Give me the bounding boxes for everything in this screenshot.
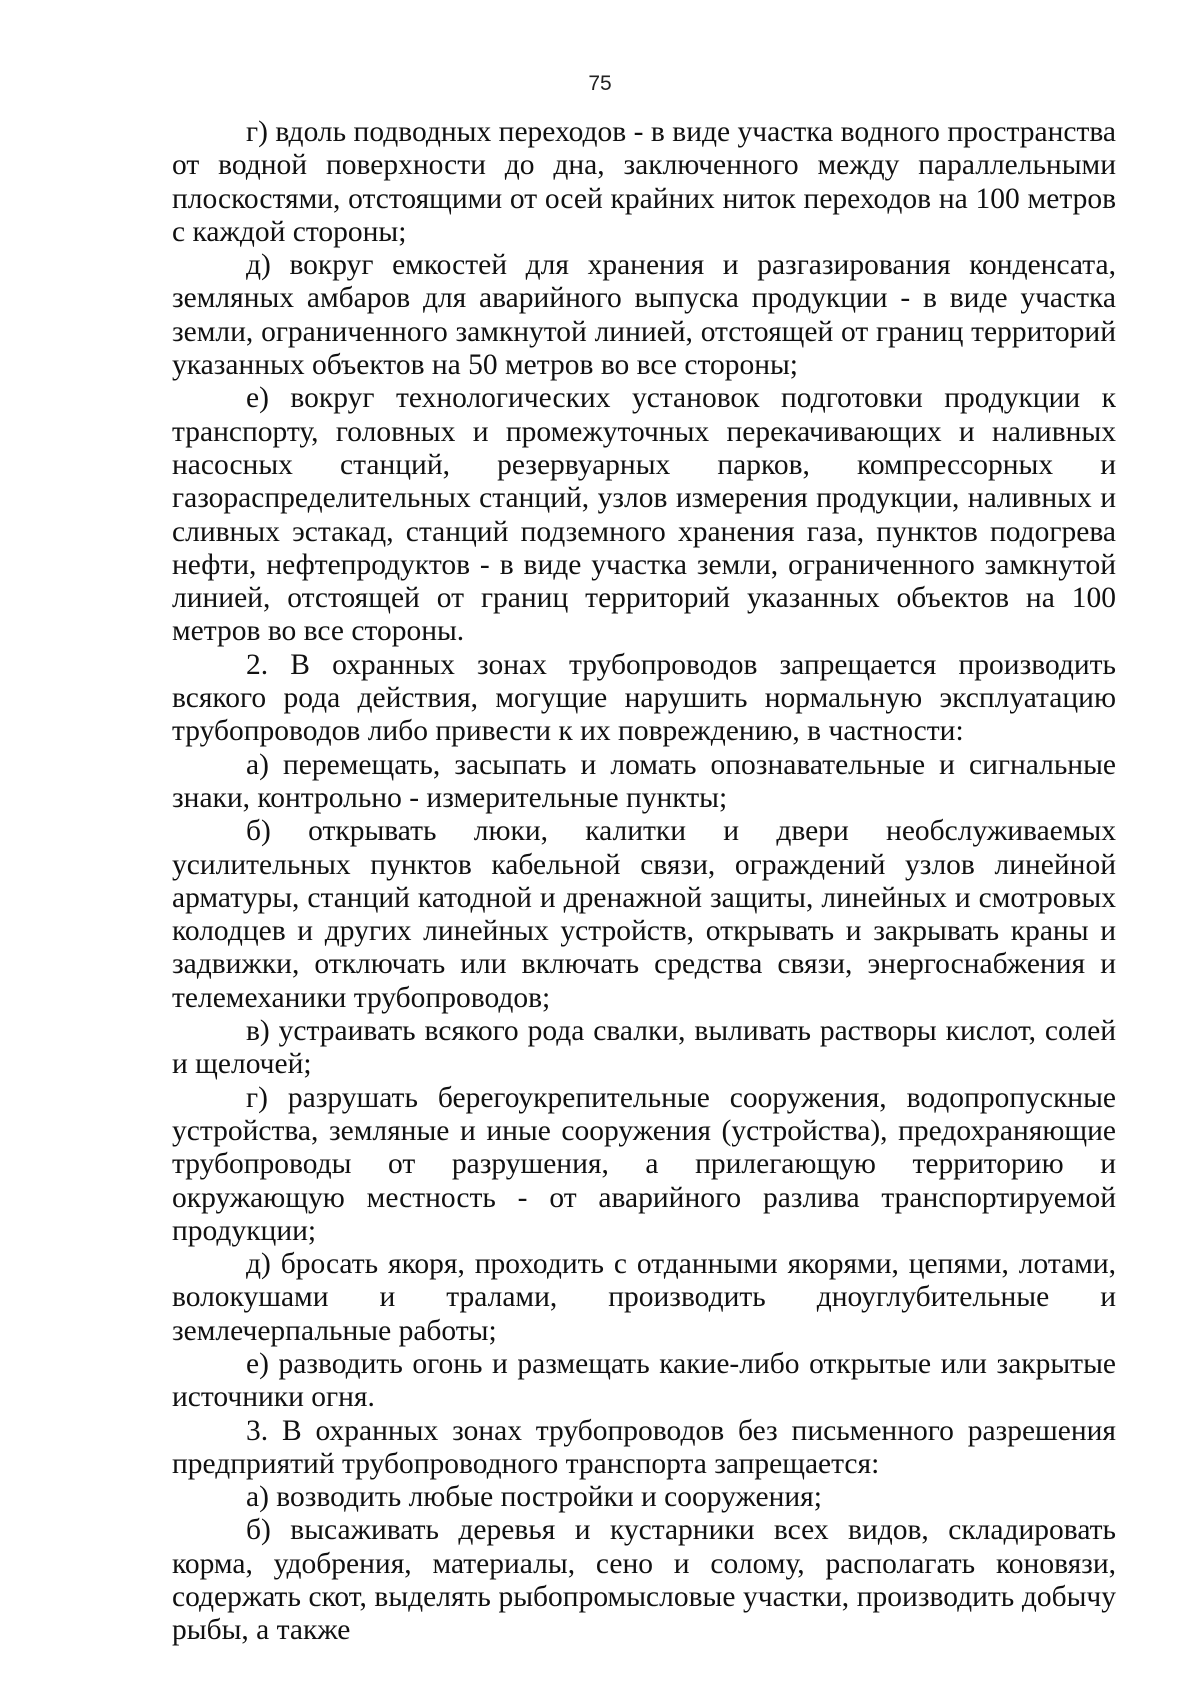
paragraph-a-move-signs: а) перемещать, засыпать и ломать опознавательные и сигнальные знаки, контрольно - измерительные пункты; xyxy=(172,748,1116,814)
paragraph-a-buildings: а) возводить любые постройки и сооружения; xyxy=(246,1481,822,1514)
paragraph-2-prohibited-actions: 2. В охранных зонах трубопроводов запрещается производить всякого рода действия, могущие нарушить нормальную эксплуатацию трубопроводов либо привести к их повреждению, в частности: xyxy=(172,648,1116,748)
page-number: 75 xyxy=(588,72,612,95)
paragraph-e-technological-installations: е) вокруг технологических установок подготовки продукции к транспорту, головных и промежуточных перекачивающих и наливных насосных станций, резервуарных парков, компрессорных и газораспределительных станций, узлов измерения продукции, наливных и сливных эстакад, станций подземного хранения газа, пунктов подогрева нефти, нефтепродуктов - в виде участка земли, ограниченного замкнутой линией, отстоящей от границ территорий указанных объектов на 100 метров во все стороны. xyxy=(172,382,1116,648)
paragraph-v-dumps: в) устраивать всякого рода свалки, выливать растворы кислот, солей и щелочей; xyxy=(172,1015,1116,1081)
paragraph-d-condensate-tanks: д) вокруг емкостей для хранения и разгазирования конденсата, земляных амбаров для аварийного выпуска продукции - в виде участка земли, ограниченного замкнутой линией, отстоящей от границ территорий указанных объектов на 50 метров во все стороны; xyxy=(172,249,1116,382)
paragraph-b-trees-livestock: б) высаживать деревья и кустарники всех видов, складировать корма, удобрения, материалы, сено и солому, располагать коновязи, содержать скот, выделять рыбопромысловые участки, производить добычу рыбы, а также xyxy=(172,1514,1116,1647)
paragraph-g-underwater-crossings: г) вдоль подводных переходов - в виде участка водного пространства от водной поверхности до дна, заключенного между параллельными плоскостями, отстоящими от осей крайних ниток переходов на 100 метров с каждой стороны; xyxy=(172,116,1116,248)
paragraph-e-fire: е) разводить огонь и размещать какие-либо открытые или закрытые источники огня. xyxy=(172,1347,1116,1414)
document-body xyxy=(172,116,1116,1648)
paragraph-3-without-permission: 3. В охранных зонах трубопроводов без письменного разрешения предприятий трубопроводного транспорта запрещается: xyxy=(172,1414,1116,1480)
paragraph-g-destroy-structures: г) разрушать берегоукрепительные сооружения, водопропускные устройства, земляные и иные сооружения (устройства), предохраняющие трубопроводы от разрушения, а прилегающую территорию и окружающую местность - от аварийного разлива транспортируемой продукции; xyxy=(172,1081,1116,1247)
paragraph-b-open-hatches: б) открывать люки, калитки и двери необслуживаемых усилительных пунктов кабельной связи, ограждений узлов линейной арматуры, станций катодной и дренажной защиты, линейных и смотровых колодцев и других линейных устройств, открывать и закрывать краны и задвижки, отключать или включать средства связи, энергоснабжения и телемеханики трубопроводов; xyxy=(172,815,1116,1014)
paragraph-d-anchors: д) бросать якоря, проходить с отданными якорями, цепями, лотами, волокушами и тралами, производить дноуглубительные и землечерпальные работы; xyxy=(172,1248,1116,1347)
